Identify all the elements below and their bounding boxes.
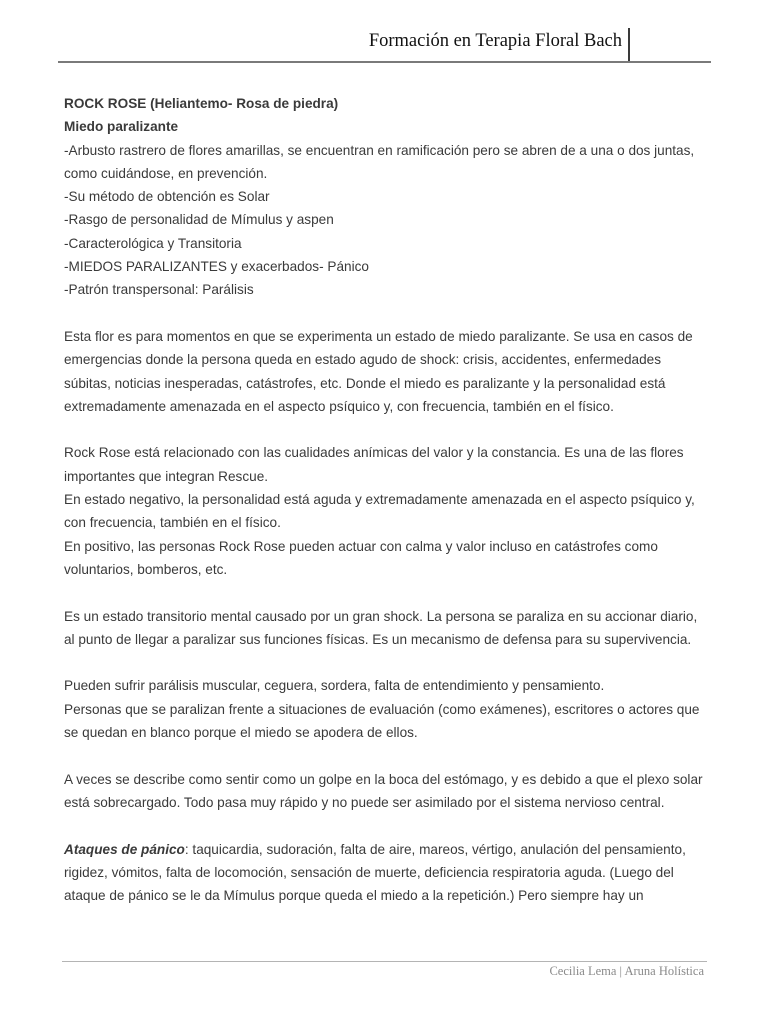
panic-attacks-text: : taquicardia, sudoración, falta de aire, mareos, vértigo, anulación del pensamiento, rigidez, vómitos, falta de locomoción, sensación de muerte, deficiencia respiratoria aguda. (Luego del ataque de pánico se le da Mímulus porque queda el miedo a la repetición.) Pero siempre hay un [64, 841, 686, 904]
fact-line: -Arbusto rastrero de flores amarillas, se encuentran en ramificación pero se abren de a una o dos juntas, como cuidándose, en prevención. [64, 142, 695, 181]
fact-line: -Su método de obtención es Solar [64, 189, 270, 205]
paragraph: Personas que se paralizan frente a situaciones de evaluación (como exámenes), escritores o actores que se quedan en blanco porque el miedo se apodera de ellos. [64, 701, 700, 741]
fact-line: -Rasgo de personalidad de Mímulus y aspen [64, 212, 334, 228]
paragraph: A veces se describe como sentir como un golpe en la boca del estómago, y es debido a que el plexo solar está sobrecargado. Todo pasa muy rápido y no puede ser asimilado por el sistema nervioso central. [64, 771, 703, 810]
header-rule [58, 61, 711, 63]
header-title: Formación en Terapia Floral Bach [368, 31, 622, 51]
flower-subtitle: Miedo paralizante [64, 119, 179, 135]
header-vertical-bar [628, 28, 630, 61]
paragraph: Pueden sufrir parálisis muscular, ceguera, sordera, falta de entendimiento y pensamiento. [64, 678, 605, 694]
footer-text: Cecilia Lema | Aruna Holística [549, 964, 704, 978]
flower-title: ROCK ROSE (Heliantemo- Rosa de piedra) [64, 96, 339, 111]
paragraph: En estado negativo, la personalidad está aguda y extremadamente amenazada en el aspecto psíquico y, con frecuencia, también en el físico. [64, 492, 695, 531]
page-header [0, 0, 768, 70]
paragraph: Esta flor es para momentos en que se experimenta un estado de miedo paralizante. Se usa en casos de emergencias donde la persona queda en estado agudo de shock: crisis, accidentes, enfermedades súbitas, noticias inesperadas, catástrofes, etc. Donde el miedo es paralizante y la personalidad está extremadamente amenazada en el aspecto psíquico y, con frecuencia, también en el físico. [64, 328, 693, 414]
panic-attacks-label: Ataques de pánico [64, 841, 185, 857]
fact-line: -Patrón transpersonal: Parálisis [64, 282, 254, 298]
footer-rule [62, 961, 707, 962]
document-body [64, 92, 704, 907]
paragraph: En positivo, las personas Rock Rose pueden actuar con calma y valor incluso en catástrofes como voluntarios, bomberos, etc. [64, 538, 658, 577]
paragraph: Es un estado transitorio mental causado por un gran shock. La persona se paraliza en su accionar diario, al punto de llegar a paralizar sus funciones físicas. Es un mecanismo de defensa para su supervivencia. [64, 608, 698, 647]
fact-line: -Caracterológica y Transitoria [64, 235, 242, 251]
paragraph: Rock Rose está relacionado con las cualidades anímicas del valor y la constancia. Es una de las flores importantes que integran Rescue. [64, 445, 684, 484]
fact-line: -MIEDOS PARALIZANTES y exacerbados- Pánico [64, 259, 369, 275]
paragraph [64, 838, 704, 908]
